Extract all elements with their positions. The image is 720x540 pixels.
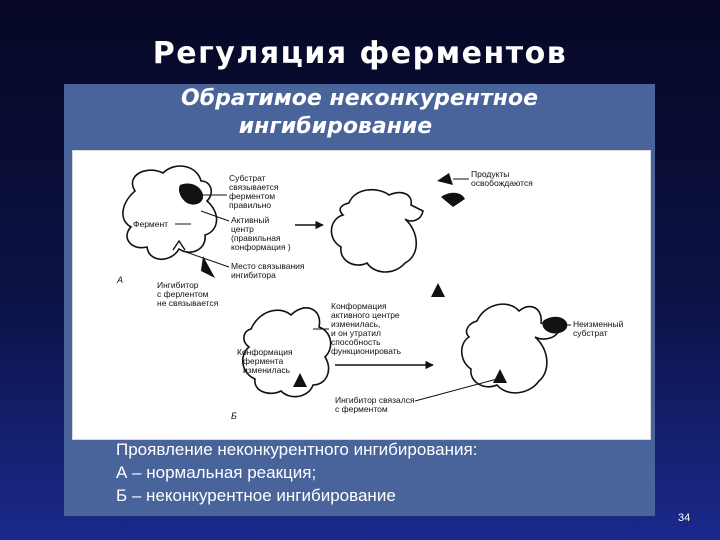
active-site-line-1: Активный [231, 215, 270, 225]
active-site-changed-label [331, 301, 402, 356]
unchanged-substrate-line-1: Неизменный [573, 319, 624, 329]
inhibitor-not-bound-label [157, 280, 219, 308]
unchanged-substrate-shape [542, 317, 567, 334]
enzyme-shape-b-final [462, 304, 559, 393]
enzyme-conformation-line-2: фермента [243, 356, 284, 366]
diagram-panel [72, 150, 651, 440]
figure-image [64, 84, 655, 516]
inhibition-diagram [73, 151, 650, 439]
active-site-changed-line-1: Конформация [331, 301, 387, 311]
inhibitor-not-bound-line-1: Ингибитор [157, 280, 199, 290]
enzyme-label-text: Фермент [133, 219, 169, 229]
substrate-bound-line-4: правильно [229, 200, 272, 210]
caption-line1: Проявление неконкурентного ингибирования: [116, 440, 478, 459]
unchanged-substrate-label [573, 319, 626, 338]
products-line-1: Продукты [471, 169, 510, 179]
inhibitor-not-bound-line-2: с ферлентом [157, 289, 209, 299]
active-site-changed-line-5: способность [331, 337, 381, 347]
products-label [471, 169, 533, 188]
product-shape-1 [437, 173, 453, 185]
substrate-bound-label [229, 173, 281, 210]
substrate-shape-a [179, 183, 203, 204]
inhibitor-bound-label [335, 395, 417, 414]
inhibitor-not-bound-line-3: не связывается [157, 298, 219, 308]
slide-title: Регуляция ферментов [152, 36, 568, 71]
unchanged-substrate-line-2: субстрат [573, 328, 608, 338]
inhibitor-a-shape [431, 283, 445, 297]
figure-heading-line1: Обратимое неконкурентное [181, 86, 538, 111]
active-site-changed-line-4: и он утратил [331, 328, 381, 338]
substrate-bound-line-1: Субстрат [229, 173, 266, 183]
active-site-line-3: (правильная [231, 233, 281, 243]
product-shape-2 [441, 193, 465, 207]
figure-heading-line2: ингибирование [238, 114, 433, 139]
products-line-2: освобождаются [471, 178, 533, 188]
active-site-label [231, 215, 291, 252]
enzyme-shape-a [123, 166, 217, 259]
active-site-changed-line-2: активного центре [331, 310, 400, 320]
active-site-changed-line-6: функционировать [331, 346, 402, 356]
panel-a-letter: А [117, 275, 124, 285]
inhibitor-bound-line-2: с ферментом [335, 404, 388, 414]
inhibitor-bound-pointer [415, 379, 497, 401]
caption-line2: А – нормальная реакция; [116, 463, 317, 482]
active-site-changed-line-3: изменилась, [331, 319, 381, 329]
panel-b-letter: Б [231, 411, 237, 421]
active-site-line-2: центр [231, 224, 254, 234]
enzyme-label [133, 219, 168, 229]
enzyme-conformation-label [237, 347, 295, 375]
inhibitor-site-label [231, 261, 307, 280]
active-site-line-4: конформация ) [231, 242, 291, 252]
inhibitor-bound-b [293, 373, 307, 387]
inhibitor-bound-line-1: Ингибитор связался [335, 395, 415, 405]
substrate-bound-line-2: связывается [229, 182, 279, 192]
enzyme-conformation-line-3: изменилась [243, 365, 291, 375]
enzyme-conformation-line-1: Конформация [237, 347, 293, 357]
enzyme-after-reaction [331, 190, 423, 272]
inhibitor-site-line-2: ингибитора [231, 270, 276, 280]
page-number: 34 [678, 512, 691, 524]
inhibitor-bound-final [493, 369, 507, 383]
substrate-bound-line-3: ферментом [229, 191, 276, 201]
caption-line3: Б – неконкурентное ингибирование [116, 486, 396, 505]
inhibitor-site-line-1: Место связывания [231, 261, 305, 271]
